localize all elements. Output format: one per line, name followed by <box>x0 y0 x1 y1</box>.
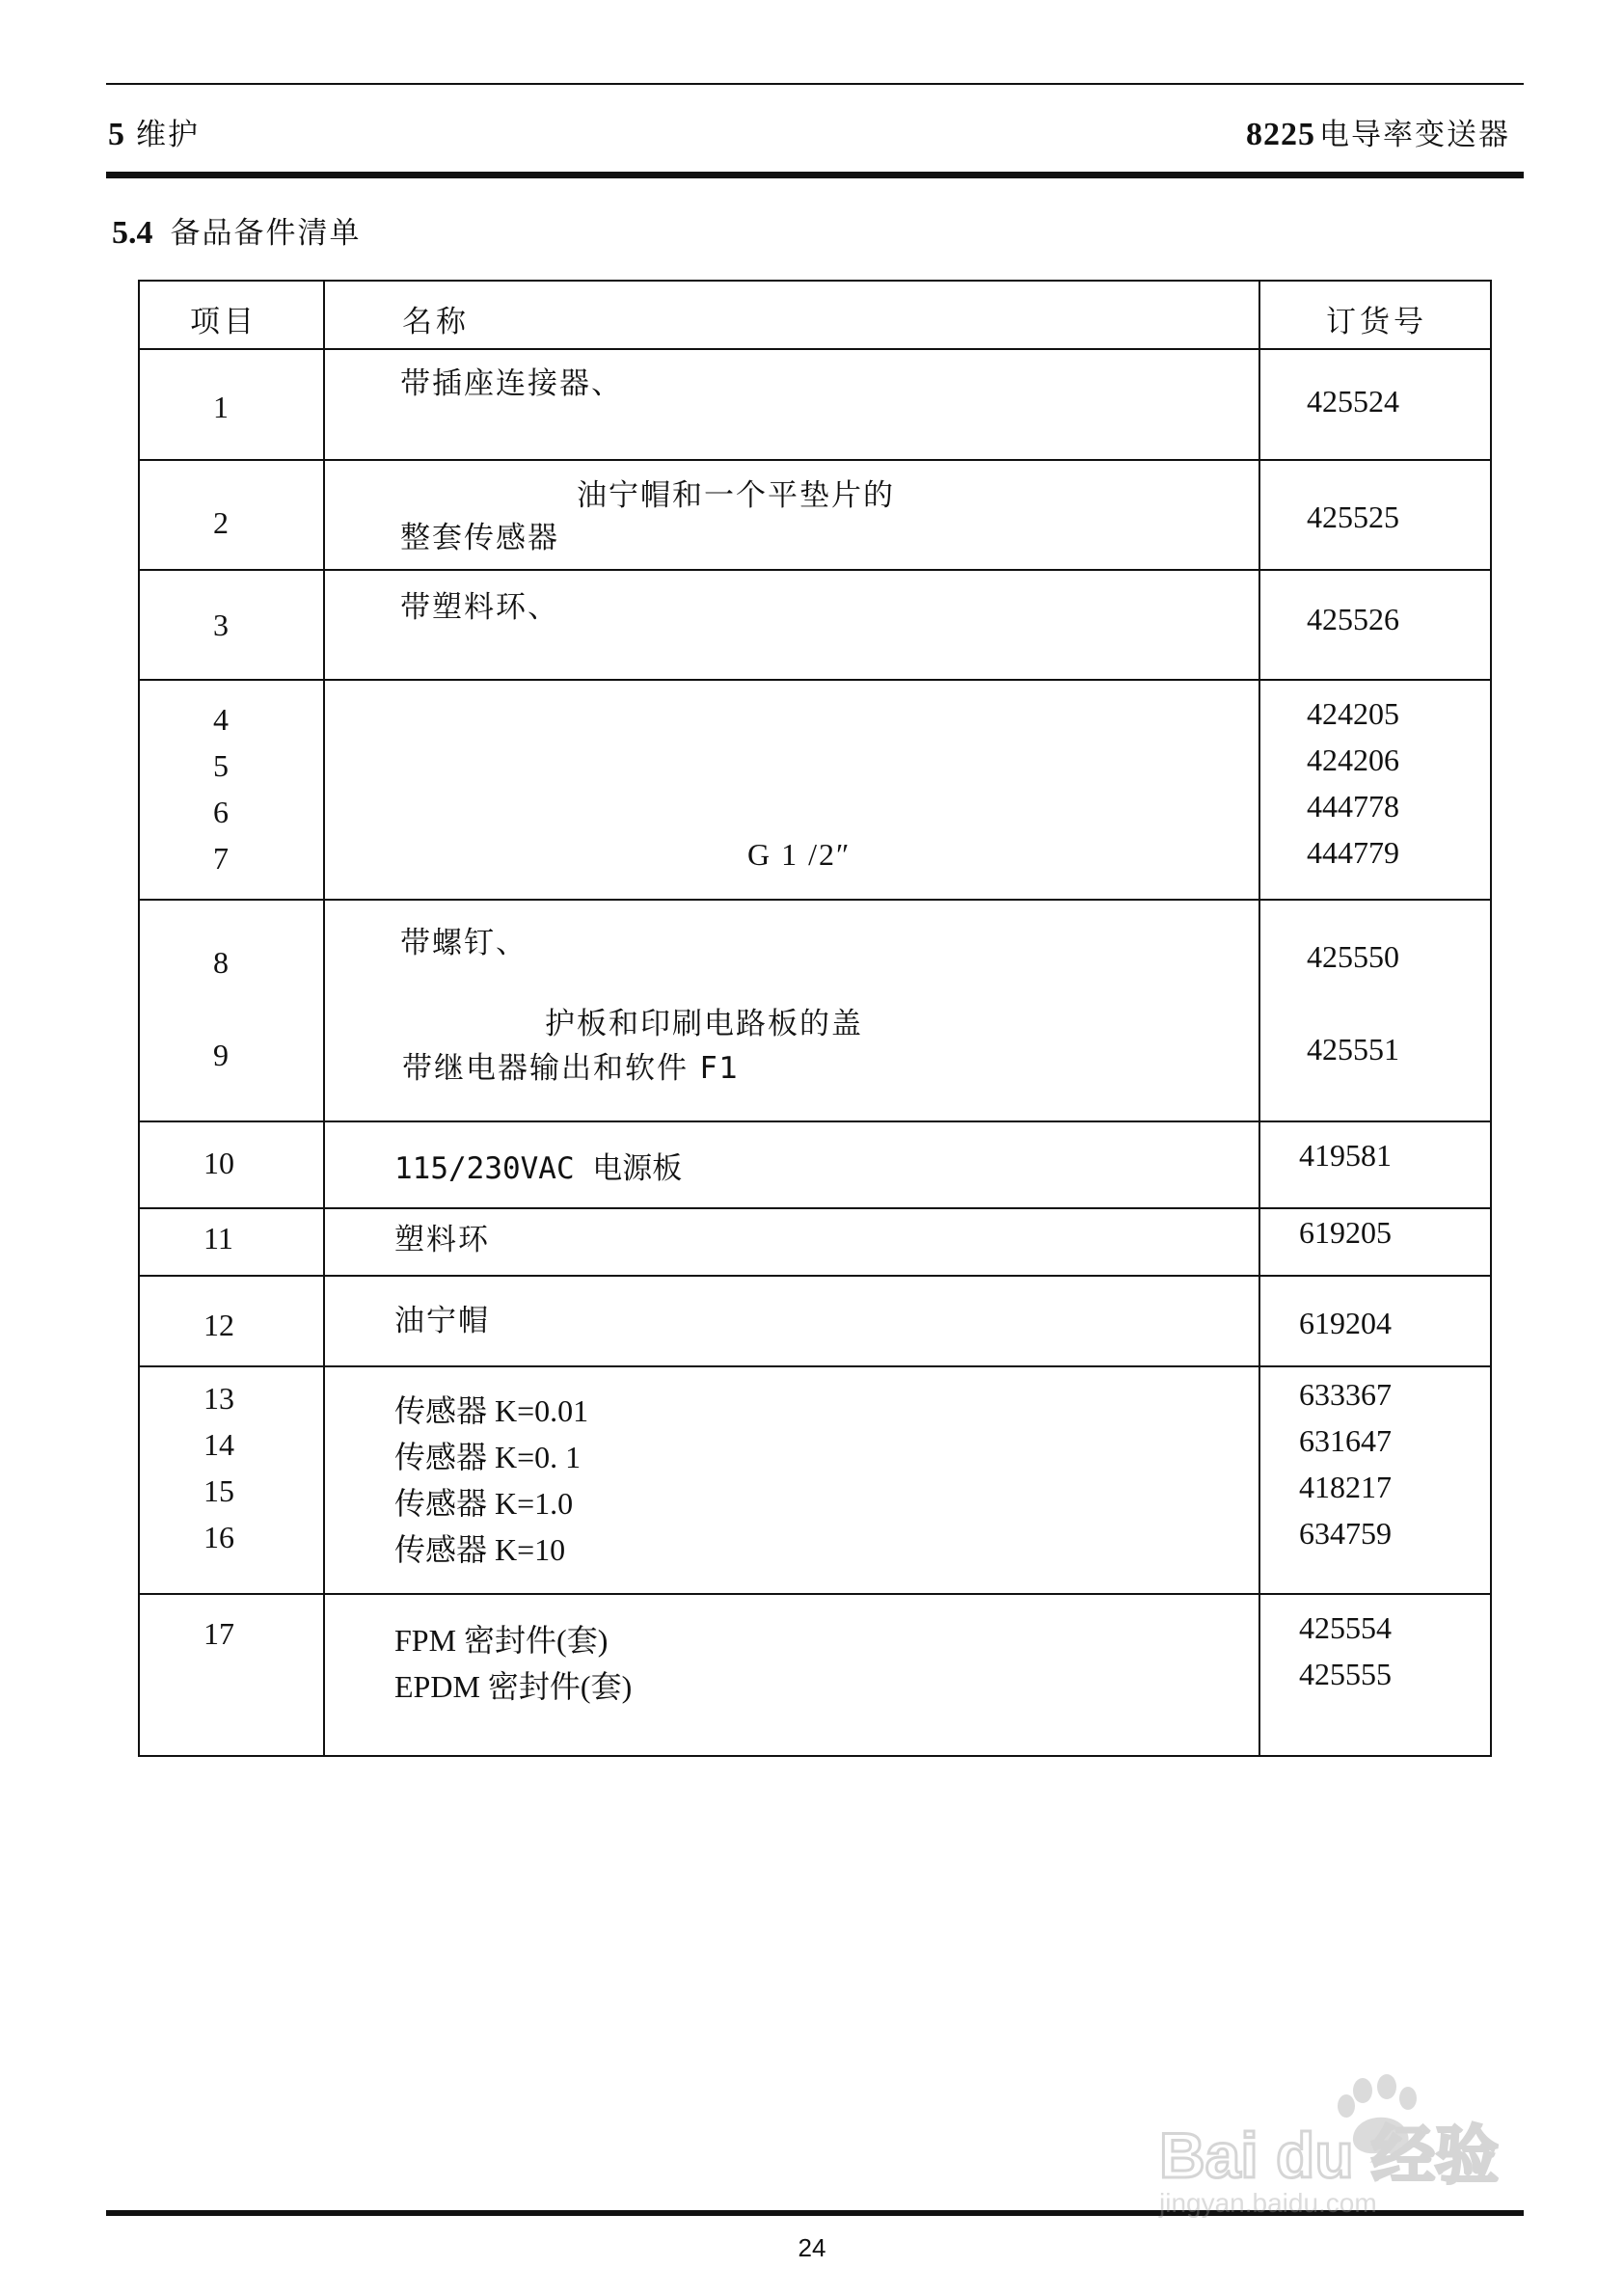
part-name: 传感器 K=1.0 <box>394 1486 574 1521</box>
order-number: 619204 <box>1299 1306 1392 1340</box>
part-name: 护板和印刷电路板的盖 <box>545 1007 863 1041</box>
order-number: 425550 <box>1307 939 1399 974</box>
item-number: 16 <box>203 1520 234 1554</box>
order-number: 418217 <box>1299 1470 1392 1504</box>
order-number: 424206 <box>1307 742 1399 777</box>
part-name: EPDM 密封件(套) <box>394 1669 633 1704</box>
item-number: 11 <box>203 1221 233 1256</box>
section-number: 5.4 <box>112 215 153 251</box>
part-name: 带插座连接器、 <box>400 366 623 401</box>
order-number: 634759 <box>1299 1516 1392 1551</box>
part-name: G 1 /2″ <box>747 837 852 872</box>
part-name: FPM 密封件(套) <box>394 1623 609 1658</box>
product-heading <box>1246 110 1510 153</box>
header-rule-top <box>106 83 1524 85</box>
order-number: 619205 <box>1299 1215 1392 1250</box>
row-divider <box>138 899 1492 901</box>
part-name: 带继电器输出和软件 F1 <box>402 1051 741 1086</box>
order-number: 425551 <box>1307 1032 1399 1066</box>
row-divider <box>138 1207 1492 1209</box>
order-number: 419581 <box>1299 1138 1392 1173</box>
item-number: 9 <box>213 1038 229 1072</box>
order-number: 631647 <box>1299 1423 1392 1458</box>
column-header-order-number: 订货号 <box>1326 305 1427 339</box>
page-number: 24 <box>798 2233 826 2262</box>
order-number: 425524 <box>1307 384 1399 418</box>
row-divider <box>138 348 1492 350</box>
item-number: 5 <box>213 748 229 783</box>
item-number: 2 <box>213 505 229 540</box>
column-divider-item <box>323 280 325 1757</box>
order-number: 633367 <box>1299 1377 1392 1412</box>
column-header-item: 项目 <box>190 305 257 339</box>
section-title: 备品备件清单 <box>170 216 362 251</box>
item-number: 6 <box>213 795 229 829</box>
row-divider <box>138 1593 1492 1595</box>
product-name: 电导率变送器 <box>1319 118 1510 152</box>
section-heading <box>112 208 362 252</box>
chapter-number: 5 <box>108 117 124 152</box>
order-number: 425554 <box>1299 1610 1392 1645</box>
item-number: 10 <box>203 1146 234 1180</box>
row-divider <box>138 679 1492 681</box>
part-name: 带塑料环、 <box>400 590 559 625</box>
item-number: 7 <box>213 841 229 876</box>
part-name: 带螺钉、 <box>400 926 528 960</box>
order-number: 444778 <box>1307 789 1399 824</box>
item-number: 15 <box>203 1473 234 1508</box>
order-number: 444779 <box>1307 835 1399 870</box>
item-number: 1 <box>213 390 229 424</box>
part-name: 传感器 K=0. 1 <box>394 1440 582 1474</box>
part-name: 传感器 K=10 <box>394 1532 566 1567</box>
part-name: 塑料环 <box>394 1223 490 1257</box>
order-number: 425526 <box>1307 602 1399 636</box>
order-number: 425525 <box>1307 500 1399 534</box>
item-number: 12 <box>203 1308 234 1342</box>
item-number: 13 <box>203 1381 234 1416</box>
chapter-title: 维护 <box>136 118 200 152</box>
item-number: 14 <box>203 1427 234 1462</box>
order-number: 424205 <box>1307 696 1399 731</box>
product-model: 8225 <box>1246 117 1315 152</box>
part-name: 115/230VAC 电源板 <box>394 1151 683 1186</box>
part-name: 传感器 K=0.01 <box>394 1393 589 1428</box>
row-divider <box>138 569 1492 571</box>
row-divider <box>138 459 1492 461</box>
item-number: 4 <box>213 702 229 737</box>
column-header-name: 名称 <box>402 305 470 339</box>
header-rule-thick <box>106 172 1524 178</box>
spare-parts-table <box>138 280 1492 1757</box>
item-number: 3 <box>213 608 229 642</box>
watermark-url: jingyan.baidu.com <box>1159 2188 1377 2218</box>
row-divider <box>138 1120 1492 1122</box>
item-number: 17 <box>203 1616 234 1651</box>
part-name: 油宁帽 <box>394 1304 490 1338</box>
chapter-heading <box>108 110 200 153</box>
watermark-brand: Bai du 经验 <box>1159 2120 1500 2191</box>
part-name: 整套传感器 <box>400 521 559 555</box>
order-number: 425555 <box>1299 1657 1392 1691</box>
item-number: 8 <box>213 945 229 980</box>
part-name: 油宁帽和一个平垫片的 <box>577 478 895 513</box>
row-divider <box>138 1275 1492 1277</box>
baidu-jingyan-watermark <box>1155 2073 1541 2218</box>
row-divider <box>138 1365 1492 1367</box>
column-divider-name <box>1259 280 1260 1757</box>
